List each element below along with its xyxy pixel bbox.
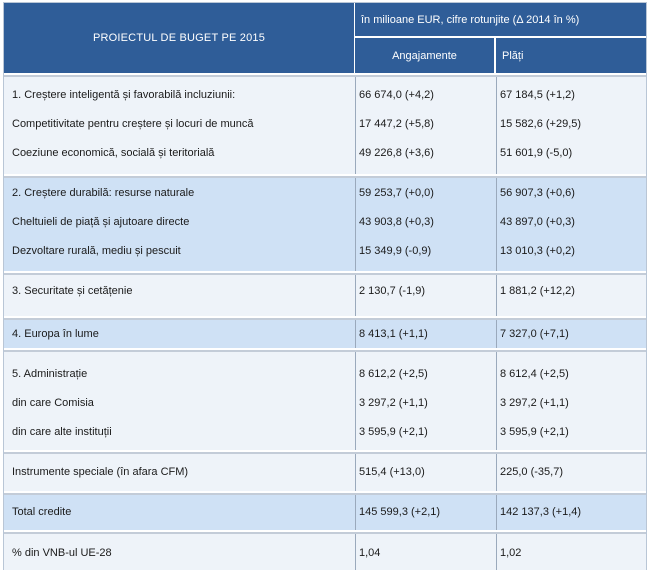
commitments-value: 145 599,3 (+2,1) <box>359 506 441 518</box>
unit-note: în milioane EUR, cifre rotunjite (Δ 2014 în %) <box>355 3 646 37</box>
table-row <box>4 81 646 110</box>
table-row <box>4 237 646 266</box>
table-row <box>4 110 646 139</box>
payments-value: 3 297,2 (+1,1) <box>500 397 569 409</box>
commitments-value: 8 612,2 (+2,5) <box>359 368 428 380</box>
row-label: Competitivitate pentru creștere și locuri de muncă <box>12 118 254 130</box>
row-label: % din VNB-ul UE-28 <box>12 547 112 559</box>
commitments-value: 515,4 (+13,0) <box>359 466 425 478</box>
table-row <box>4 498 646 527</box>
table-row <box>4 139 646 168</box>
table-row <box>4 208 646 237</box>
commitments-value: 3 297,2 (+1,1) <box>359 397 428 409</box>
payments-value: 225,0 (-35,7) <box>500 466 563 478</box>
commitments-value: 15 349,9 (-0,9) <box>359 245 432 257</box>
row-label: 5. Administrație <box>12 368 88 380</box>
commitments-value: 2 130,7 (-1,9) <box>359 285 426 297</box>
payments-value: 43 897,0 (+0,3) <box>500 216 575 228</box>
row-label: Cheltuieli de piață și ajutoare directe <box>12 216 190 228</box>
payments-value: 142 137,3 (+1,4) <box>500 506 582 518</box>
row-label: 4. Europa în lume <box>12 328 99 340</box>
payments-value: 3 595,9 (+2,1) <box>500 426 569 438</box>
budget-table <box>3 2 647 570</box>
row-label: 3. Securitate și cetățenie <box>12 285 133 297</box>
row-label: din care alte instituții <box>12 426 112 438</box>
row-group <box>4 176 646 271</box>
commitments-value: 49 226,8 (+3,6) <box>359 147 434 159</box>
commitments-value: 43 903,8 (+0,3) <box>359 216 434 228</box>
row-group <box>4 273 646 316</box>
table-row <box>4 360 646 389</box>
row-group <box>4 318 646 348</box>
payments-value: 7 327,0 (+7,1) <box>500 328 569 340</box>
payments-value: 51 601,9 (-5,0) <box>500 147 573 159</box>
payments-value: 8 612,4 (+2,5) <box>500 368 569 380</box>
table-row <box>4 320 646 349</box>
row-label: Total credite <box>12 506 72 518</box>
table-title: PROIECTUL DE BUGET PE 2015 <box>4 3 355 73</box>
row-group <box>4 532 646 570</box>
payments-value: 1 881,2 (+12,2) <box>500 285 575 297</box>
payments-value: 13 010,3 (+0,2) <box>500 245 575 257</box>
table-row <box>4 179 646 208</box>
payments-value: 67 184,5 (+1,2) <box>500 89 575 101</box>
commitments-value: 66 674,0 (+4,2) <box>359 89 434 101</box>
commitments-value: 8 413,1 (+1,1) <box>359 328 428 340</box>
table-row <box>4 418 646 447</box>
commitments-value: 17 447,2 (+5,8) <box>359 118 434 130</box>
payments-value: 15 582,6 (+29,5) <box>500 118 582 130</box>
row-label: 1. Creștere inteligentă și favorabilă incluziunii: <box>12 89 236 101</box>
column-header-payments: Plăți <box>496 38 646 73</box>
row-group <box>4 452 646 491</box>
column-header-commitments: Angajamente <box>355 38 495 73</box>
row-label: Coeziune economică, socială și teritorială <box>12 147 215 159</box>
payments-value: 1,02 <box>500 547 522 559</box>
table-header <box>4 3 646 73</box>
table-row <box>4 539 646 568</box>
table-row <box>4 277 646 306</box>
table-row <box>4 389 646 418</box>
payments-value: 56 907,3 (+0,6) <box>500 187 575 199</box>
row-label: 2. Creștere durabilă: resurse naturale <box>12 187 195 199</box>
row-group <box>4 350 646 450</box>
commitments-value: 59 253,7 (+0,0) <box>359 187 434 199</box>
commitments-value: 3 595,9 (+2,1) <box>359 426 428 438</box>
table-row <box>4 458 646 487</box>
row-group <box>4 75 646 174</box>
row-label: Dezvoltare rurală, mediu și pescuit <box>12 245 181 257</box>
row-label: Instrumente speciale (în afara CFM) <box>12 466 189 478</box>
row-group <box>4 493 646 530</box>
row-label: din care Comisia <box>12 397 94 409</box>
commitments-value: 1,04 <box>359 547 381 559</box>
